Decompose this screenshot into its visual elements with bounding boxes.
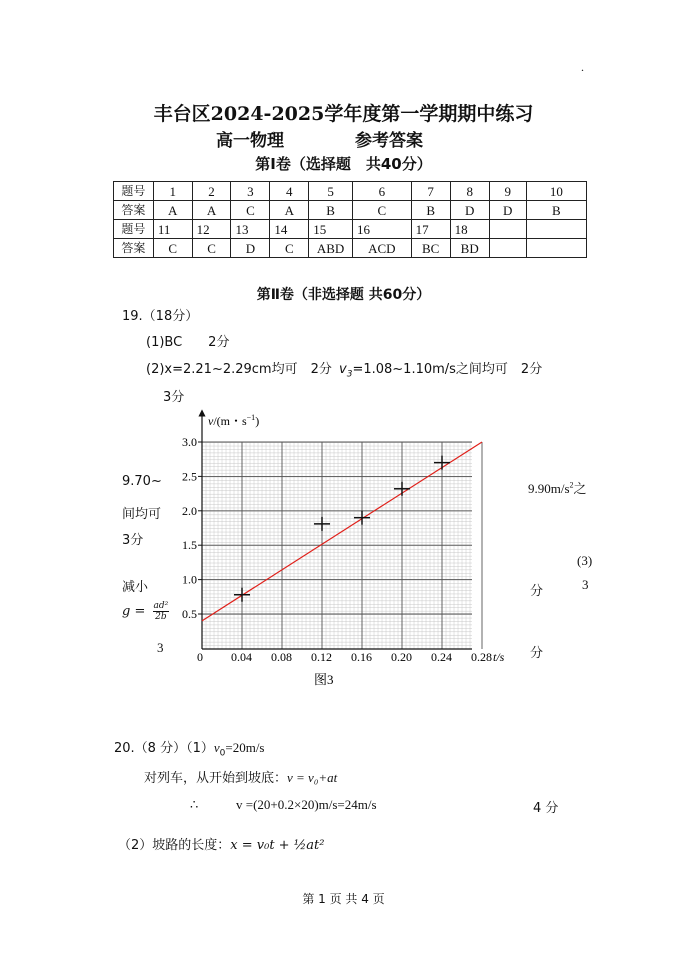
answer-table: [113, 181, 587, 258]
table-header-cell: 答案: [114, 239, 154, 258]
table-cell: ACD: [352, 239, 411, 258]
table-cell: 15: [309, 220, 353, 239]
table-cell: 8: [450, 182, 489, 201]
table-header-cell: 题号: [114, 182, 154, 201]
q20-therefore: ∴: [190, 797, 199, 812]
table-cell: C: [270, 239, 309, 258]
velocity-time-chart: [0, 405, 687, 695]
page-title: 丰台区2024-2025学年度第一学期期中练习: [153, 103, 534, 125]
data-point: [234, 588, 250, 602]
table-cell: 13: [231, 220, 270, 239]
x-tick-label: 0.24: [431, 650, 452, 664]
table-cell: 16: [352, 220, 411, 239]
right-range-tail: 之: [573, 482, 587, 497]
table-cell: [489, 239, 526, 258]
table-cell: C: [352, 201, 411, 220]
right-3: 3: [582, 577, 589, 592]
table-header-cell: 题号: [114, 220, 154, 239]
table-row-numbers-2: [114, 220, 587, 239]
v3-symbol: v: [339, 362, 347, 377]
formula-g-denominator: 2b: [155, 612, 167, 622]
table-cell: 17: [411, 220, 450, 239]
table-cell: B: [309, 201, 353, 220]
part1-title: 第Ⅰ卷（选择题 共40分）: [255, 155, 432, 173]
table-row-answers-2: [114, 239, 587, 258]
table-cell: [526, 239, 586, 258]
y-tick-label: 2.0: [182, 503, 197, 518]
table-cell: 12: [192, 220, 231, 239]
x-tick-label: 0.08: [271, 650, 292, 664]
q19-part2-v3: [339, 358, 542, 380]
table-cell: C: [192, 239, 231, 258]
right-fen-1: 分: [530, 584, 544, 599]
x-tick-label: 0.16: [351, 650, 372, 664]
table-cell: 10: [526, 182, 586, 201]
q20-line2-text: 对列车，从开始到坡底：: [144, 771, 288, 786]
right-fen-2: 分: [530, 646, 544, 661]
x-tick-label: 0.12: [311, 650, 332, 664]
chart-y-ticks: [182, 435, 202, 621]
formula-g-numerator: ad²: [153, 601, 169, 611]
table-cell: 11: [153, 220, 192, 239]
v3-value: =1.08~1.10m/s之间均可 2分: [352, 362, 543, 377]
q20-v0-value: =20m/s: [225, 740, 265, 755]
q20-line2-formula: v = v₀+at: [287, 770, 338, 785]
table-cell: 6: [352, 182, 411, 201]
table-row-answers-1: [114, 201, 587, 220]
table-cell: A: [192, 201, 231, 220]
chart-x-ticks: [231, 650, 492, 664]
table-cell: B: [411, 201, 450, 220]
table-cell: B: [526, 201, 586, 220]
left-text-3: 3分: [122, 533, 144, 548]
q20-line4-formula: x = v₀t + ½at²: [230, 838, 325, 853]
table-cell: C: [231, 201, 270, 220]
table-cell: 7: [411, 182, 450, 201]
left-text-2: 间均可: [122, 507, 162, 522]
table-cell: [489, 220, 526, 239]
subject-title: 高一物理: [216, 131, 284, 151]
y-tick-label: 2.5: [182, 469, 197, 484]
left-text-4: 减小: [122, 580, 149, 595]
data-point: [434, 456, 450, 470]
table-cell: D: [450, 201, 489, 220]
chart-ylabel: v/(m・$s^{-1}$): [208, 413, 260, 428]
x-tick-label: 0.04: [231, 650, 252, 664]
y-tick-label: 3.0: [182, 435, 197, 449]
table-cell: D: [489, 201, 526, 220]
right-paren-3: (3): [577, 553, 593, 568]
table-row-numbers-1: [114, 182, 587, 201]
right-range-value: 9.90m/s: [528, 481, 570, 496]
table-cell: 5: [309, 182, 353, 201]
table-cell: [526, 220, 586, 239]
chart-xlabel: t/s: [493, 650, 505, 664]
y-tick-label: 1.0: [182, 572, 197, 587]
table-cell: BD: [450, 239, 489, 258]
table-cell: ABD: [309, 239, 353, 258]
table-cell: 2: [192, 182, 231, 201]
chart-origin-label: 0: [197, 650, 203, 664]
q19-part3-score: 3分: [163, 390, 185, 405]
table-header-cell: 答案: [114, 201, 154, 220]
right-range-sup: 2: [569, 480, 574, 490]
table-cell: 4: [270, 182, 309, 201]
table-cell: C: [153, 239, 192, 258]
q20-line3: v =(20+0.2×20)m/s=24m/s: [236, 797, 377, 812]
q20-v0-symbol: v: [213, 740, 220, 755]
q20-head-text: 20.（8 分）（1）: [114, 741, 214, 756]
formula-g-lhs: g =: [122, 604, 146, 619]
chart-caption: 图3: [314, 672, 334, 687]
q19-heading: 19.（18分）: [122, 309, 199, 324]
table-cell: 3: [231, 182, 270, 201]
part2-title: 第Ⅱ卷（非选择题 共60分）: [256, 287, 431, 303]
x-tick-label: 0.20: [391, 650, 412, 664]
q19-part1: (1)BC 2分: [146, 335, 230, 350]
q20-line3-score: 4 分: [533, 801, 559, 816]
q20-line4-text: （2）坡路的长度：: [118, 838, 231, 853]
table-cell: D: [231, 239, 270, 258]
table-cell: A: [153, 201, 192, 220]
q20-v0-sub: 0: [219, 748, 226, 759]
x-tick-label: 0.28: [471, 650, 492, 664]
y-tick-label: 0.5: [182, 607, 197, 621]
corner-dot: .: [581, 60, 584, 74]
q19-part2-x: (2)x=2.21~2.29cm均可 2分: [146, 362, 332, 377]
table-cell: 9: [489, 182, 526, 201]
page-footer: 第 1 页 共 4 页: [302, 892, 385, 906]
left-text-1: 9.70~: [122, 474, 162, 489]
table-cell: A: [270, 201, 309, 220]
table-cell: 1: [153, 182, 192, 201]
q20-line2: [144, 767, 337, 786]
left-bottom-score: 3: [157, 640, 164, 655]
q20-line4: [118, 834, 325, 853]
table-cell: 18: [450, 220, 489, 239]
y-tick-label: 1.5: [182, 538, 197, 553]
v3-subscript: 3: [346, 369, 353, 380]
table-cell: BC: [411, 239, 450, 258]
table-cell: 14: [270, 220, 309, 239]
q20-heading: [114, 737, 265, 759]
answer-key-title: 参考答案: [355, 131, 423, 151]
